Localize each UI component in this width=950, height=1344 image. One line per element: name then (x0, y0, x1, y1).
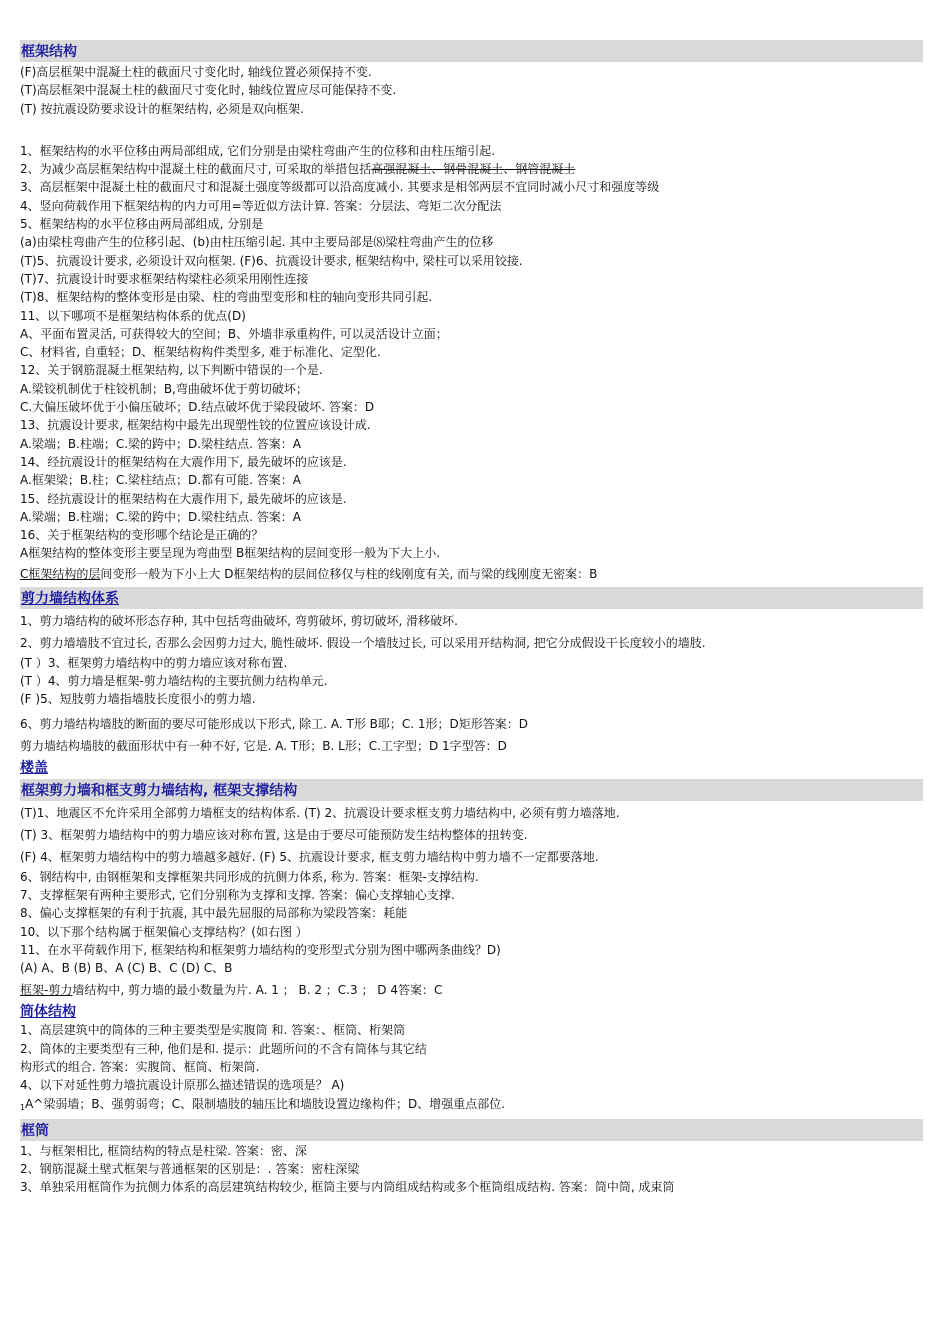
text-segment: 2、为减少高层框架结构中混凝土柱的截面尺寸, 可采取的举措包括 (20, 162, 372, 177)
underlined-text: C框架结构的层 (20, 566, 101, 581)
text-line: (T)1、地震区不允许采用全部剪力墙框支的结构体系. (T) 2、抗震设计要求框支剪力墙结构中, 必须有剪力墙落地. (20, 805, 620, 820)
text-line: (T)7、抗震设计时要求框架结构梁柱必须采用刚性连接 (20, 271, 309, 286)
text-line: (T ）4、剪力墙是框架-剪力墙结构的主要抗侧力结构单元. (20, 674, 328, 689)
text-line: 7、支撑框架有两种主要形式, 它们分别称为支撑和支撑. 答案：偏心支撑轴心支撑. (20, 887, 455, 902)
text-line: 5、框架结构的水平位移由两局部组成, 分别是 (20, 217, 264, 232)
text-line: 1、剪力墙结构的破坏形态存种, 其中包括弯曲破坏, 弯剪破坏, 剪切破坏, 滑移破坏. (20, 613, 458, 628)
text-line: (F)高层框架中混凝土柱的截面尺寸变化时, 轴线位置必须保持不变. (20, 65, 372, 79)
text-line: 4、竖向荷载作用下框架结构的内力可用=等近似方法计算. 答案：分层法、弯矩二次分配法 (20, 198, 502, 213)
text-line: 剪力墙结构墙肢的截面形状中有一种不好, 它是. A. T形；B. L形；C.工字型；D 1字型答：D (20, 738, 507, 753)
underlined-text: 框架-剪力 (20, 983, 73, 998)
text-line (20, 979, 923, 1001)
text-line: A.梁端；B.柱端；C.梁的跨中；D.梁柱结点. 答案：A (20, 436, 301, 451)
text-line: 4、以下对延性剪力墙抗震设计原那么描述错误的选项是？ A) (20, 1078, 345, 1093)
section-header-floor: 楼盖 (20, 759, 48, 776)
text-line: (F) 4、框架剪力墙结构中的剪力墙越多越好. (F) 5、抗震设计要求, 框支剪力墙结构中剪力墙不一定都要落地. (20, 849, 599, 864)
section-header-frame-shear-wall: 框架剪力墙和框支剪力墙结构, 框架支撑结构 (20, 779, 923, 801)
text-line: 14、经抗震设计的框架结构在大震作用下, 最先破坏的应该是. (20, 454, 347, 469)
text-line (20, 1095, 923, 1117)
text-line: 2、剪力墙墙肢不宜过长, 否那么会因剪力过大, 脆性破坏. 假设一个墙肢过长, 可以采用开结构洞, 把它分成假设干长度较小的墙肢. (20, 635, 706, 650)
text-line: A.梁端；B.柱端；C.梁的跨中；D.梁柱结点. 答案：A (20, 509, 301, 524)
text-line: 2、筒体的主要类型有三种, 他们是和. 提示：此题所问的不含有筒体与其它结 (20, 1041, 427, 1056)
text-line: (T)5、抗震设计要求, 必须设计双向框架. (F)6、抗震设计要求, 框架结构中, 梁柱可以采用铰接. (20, 253, 523, 268)
text-line: (T ）3、框架剪力墙结构中的剪力墙应该对称布置. (20, 655, 288, 670)
text-line: 12、关于钢筋混凝土框架结构, 以下判断中错误的一个是. (20, 363, 323, 378)
text-line: 1、高层建筑中的筒体的三种主要类型是实腹筒 和. 答案：、框筒、桁架筒 (20, 1023, 406, 1038)
text-line (20, 563, 923, 585)
struck-text: 高强混凝土、钢骨混凝土、钢管混凝土 (371, 162, 576, 177)
text-line: (a)由梁柱弯曲产生的位移引起、(b)由柱压缩引起. 其中主要局部是⑻梁柱弯曲产生的位移 (20, 235, 494, 250)
text-line: 3、高层框架中混凝土柱的截面尺寸和混凝土强度等级都可以沿高度减小. 其要求是相邻两层不宜同时减小尺寸和强度等级 (20, 180, 660, 195)
text-line: 3、单独采用框筒作为抗侧力体系的高层建筑结构较少, 框筒主要与内筒组成结构或多个框筒组成结构. 答案：筒中筒, 成束筒 (20, 1180, 675, 1195)
text-segment: A^梁弱墙；B、强剪弱弯；C、限制墙肢的轴压比和墙肢设置边缘构件；D、增强重点部位. (25, 1096, 506, 1111)
text-line (20, 160, 923, 178)
footnote-mark: 1 (20, 1102, 26, 1112)
text-line: 6、剪力墙结构墙肢的断面的要尽可能形成以下形式, 除工. A. T形 B耶；C. 1形；D矩形答案：D (20, 716, 529, 731)
text-line: 6、钢结构中, 由钢框架和支撑框架共同形成的抗侧力体系, 称为. 答案：框架-支撑结构. (20, 869, 479, 884)
text-line: (T)高层框架中混凝土柱的截面尺寸变化时, 轴线位置应尽可能保持不变. (20, 83, 397, 98)
text-line: 10、以下那个结构属于框架偏心支撑结构？(如右图 ） (20, 924, 308, 939)
text-line: (T) 按抗震设防要求设计的框架结构, 必须是双向框架. (20, 101, 304, 116)
text-line: 1、框架结构的水平位移由两局部组成, 它们分别是由梁柱弯曲产生的位移和由柱压缩引起. (20, 143, 496, 158)
text-line: 15、经抗震设计的框架结构在大震作用下, 最先破坏的应该是. (20, 491, 347, 506)
text-line: A框架结构的整体变形主要呈现为弯曲型 B框架结构的层间变形一般为下大上小. (20, 546, 441, 561)
text-line: 11、在水平荷载作用下, 框架结构和框架剪力墙结构的变形型式分别为图中哪两条曲线？D) (20, 942, 501, 957)
text-line: 8、偏心支撑框架的有利于抗震, 其中最先屈服的局部称为梁段答案：耗能 (20, 906, 408, 921)
section-header-tube: 筒体结构 (20, 1004, 76, 1021)
text-line: 1、与框架相比, 框筒结构的特点是柱梁. 答案：密、深 (20, 1143, 307, 1158)
section-header-shear-wall: 剪力墙结构体系 (20, 587, 923, 609)
text-line: (T)8、框架结构的整体变形是由梁、柱的弯曲型变形和柱的轴向变形共同引起. (20, 290, 433, 305)
document-page (20, 38, 923, 1197)
section-header-framed-tube: 框筒 (20, 1119, 923, 1141)
text-line: A.框架梁；B.柱；C.梁柱结点；D.都有可能. 答案：A (20, 473, 301, 488)
text-line: A、平面布置灵活, 可获得较大的空间；B、外墙非承重构件, 可以灵活设计立面； (20, 326, 448, 341)
text-line: (A) A、B (B) B、A (C) B、C (D) C、B (20, 961, 233, 976)
text-line: 2、钢筋混凝土壁式框架与普通框架的区别是：. 答案：密柱深梁 (20, 1162, 360, 1177)
text-segment: 墙结构中, 剪力墙的最小数量为片. A. 1 ； B. 2 ；C.3 ； D 4答案：C (72, 983, 443, 998)
text-line: 构形式的组合. 答案：实腹筒、框筒、桁架筒. (20, 1059, 260, 1074)
text-line: C、材料省, 自重轻；D、框架结构构件类型多, 难于标准化、定型化. (20, 345, 381, 360)
text-line: (T) 3、框架剪力墙结构中的剪力墙应该对称布置, 这是由于要尽可能预防发生结构整体的扭转变. (20, 827, 528, 842)
text-line: A.梁铰机制优于柱铰机制；B,弯曲破坏优于剪切破坏； (20, 381, 308, 396)
text-line: 11、以下哪项不是框架结构体系的优点(D) (20, 308, 246, 323)
text-line: C.大偏压破坏优于小偏压破坏；D.结点破坏优于梁段破坏. 答案：D (20, 400, 375, 415)
text-line: 13、抗震设计要求, 框架结构中最先出现塑性铰的位置应该设计成. (20, 418, 371, 433)
text-line: 16、关于框架结构的变形哪个结论是正确的？ (20, 528, 264, 543)
text-line: (F )5、短肢剪力墙指墙肢长度很小的剪力墙. (20, 692, 256, 707)
text-segment: 间变形一般为下小上大 D框架结构的层间位移仅与柱的线刚度有关, 而与梁的线刚度无密案：B (100, 566, 598, 581)
section-header-frame: 框架结构 (20, 40, 923, 62)
